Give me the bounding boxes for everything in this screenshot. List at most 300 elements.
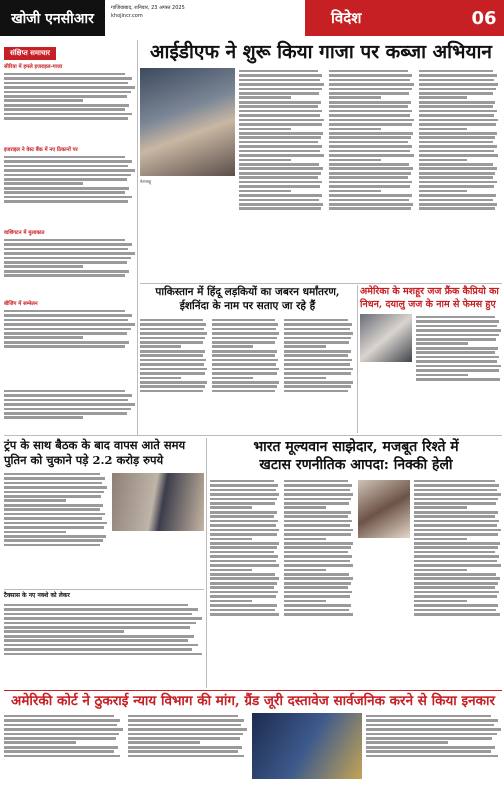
text-line bbox=[140, 372, 205, 375]
usa-judge-headline: अमेरिका के मशहूर जज फ्रैंक कैप्रियो का निधन, दयालु जज के नाम से फेमस हुए bbox=[360, 286, 499, 310]
text-line bbox=[366, 724, 494, 727]
usa-judge-text bbox=[416, 314, 502, 414]
column-divider bbox=[137, 40, 138, 435]
text-line bbox=[210, 573, 275, 576]
text-line bbox=[212, 319, 275, 322]
text-line bbox=[239, 185, 320, 188]
text-line bbox=[329, 207, 411, 210]
text-line bbox=[4, 319, 128, 322]
text-line bbox=[284, 591, 352, 594]
text-line bbox=[239, 123, 322, 126]
text-line bbox=[414, 484, 499, 487]
text-line bbox=[366, 750, 491, 753]
brief-body bbox=[4, 71, 136, 143]
text-line bbox=[366, 715, 491, 718]
text-line bbox=[4, 174, 131, 177]
text-line bbox=[212, 328, 276, 331]
text-line bbox=[329, 154, 414, 157]
text-line bbox=[419, 79, 494, 82]
text-line bbox=[4, 477, 105, 480]
text-line bbox=[416, 356, 499, 359]
text-line bbox=[4, 200, 128, 203]
text-line bbox=[4, 270, 129, 273]
text-line bbox=[284, 341, 349, 344]
trump-putin-headline: ट्रंप के साथ बैठक के बाद वापस आते समय पुतिन को चुकाने पड़े 2.2 करोड़ रुपये bbox=[4, 438, 186, 467]
lead-body bbox=[140, 68, 502, 273]
sidebar-briefs bbox=[4, 40, 136, 385]
text-line bbox=[366, 728, 501, 731]
text-line bbox=[239, 207, 321, 210]
text-line bbox=[419, 154, 498, 157]
text-line bbox=[4, 539, 103, 542]
text-line bbox=[212, 323, 278, 326]
text-line bbox=[239, 141, 318, 144]
text-line bbox=[284, 595, 350, 598]
text-line bbox=[284, 600, 326, 603]
court-text-col bbox=[366, 713, 502, 779]
text-line bbox=[419, 194, 496, 197]
text-line bbox=[419, 70, 493, 73]
text-line bbox=[210, 502, 275, 505]
text-line bbox=[284, 538, 326, 541]
text-line bbox=[239, 181, 322, 184]
text-line bbox=[419, 114, 494, 117]
text-line bbox=[128, 750, 238, 753]
text-line bbox=[284, 533, 351, 536]
text-line bbox=[284, 546, 351, 549]
text-line bbox=[210, 555, 278, 558]
text-line bbox=[414, 524, 497, 527]
text-line bbox=[239, 79, 320, 82]
text-line bbox=[284, 489, 350, 492]
row-divider bbox=[4, 589, 204, 590]
haley-photo bbox=[358, 480, 410, 538]
trump-putin-text bbox=[4, 471, 108, 583]
text-line bbox=[128, 755, 244, 758]
text-line bbox=[329, 119, 414, 122]
text-line bbox=[4, 328, 131, 331]
text-line bbox=[419, 119, 498, 122]
text-line bbox=[239, 96, 291, 99]
text-line bbox=[210, 595, 276, 598]
text-line bbox=[4, 613, 192, 616]
brief-body bbox=[4, 237, 136, 297]
section-title: विदेश bbox=[305, 0, 464, 36]
text-line bbox=[414, 569, 467, 572]
text-line bbox=[210, 604, 277, 607]
text-line bbox=[140, 385, 205, 388]
text-line bbox=[284, 350, 351, 353]
text-line bbox=[284, 372, 351, 375]
text-line bbox=[419, 110, 497, 113]
row-divider bbox=[4, 435, 502, 436]
text-line bbox=[284, 520, 352, 523]
text-line bbox=[239, 114, 320, 117]
text-line bbox=[128, 719, 244, 722]
text-line bbox=[239, 88, 322, 91]
text-line bbox=[212, 363, 276, 366]
text-line bbox=[414, 498, 498, 501]
text-line bbox=[212, 359, 278, 362]
text-line bbox=[366, 733, 497, 736]
text-line bbox=[239, 74, 322, 77]
court-headline: अमेरिकी कोर्ट ने ठुकराई न्याय विभाग की मांग, ग्रैंड जूरी दस्तावेज सार्वजनिक करने से किया इनकार bbox=[11, 693, 495, 709]
text-line bbox=[4, 495, 101, 498]
text-line bbox=[284, 319, 348, 322]
text-line bbox=[4, 608, 198, 611]
text-line bbox=[416, 342, 468, 345]
text-line bbox=[419, 88, 496, 91]
text-line bbox=[4, 482, 102, 485]
text-line bbox=[212, 354, 275, 357]
text-line bbox=[4, 91, 131, 94]
text-line bbox=[4, 399, 128, 402]
text-line bbox=[329, 159, 381, 162]
text-line bbox=[284, 560, 350, 563]
text-line bbox=[416, 325, 497, 328]
text-line bbox=[329, 88, 412, 91]
text-line bbox=[416, 347, 498, 350]
text-line bbox=[239, 163, 319, 166]
text-line bbox=[284, 582, 351, 585]
brief-headline: इजराइल ने वेस्ट बैंक में नए ठिकानों पर bbox=[4, 147, 78, 153]
lead-photo-caption: नेतन्याहू bbox=[140, 179, 152, 184]
text-line bbox=[210, 529, 279, 532]
texas-text bbox=[4, 602, 204, 682]
text-line bbox=[212, 345, 253, 348]
text-line bbox=[239, 159, 291, 162]
text-line bbox=[4, 394, 132, 397]
lead-photo bbox=[140, 68, 235, 184]
text-line bbox=[284, 542, 353, 545]
text-line bbox=[4, 95, 127, 98]
text-line bbox=[4, 491, 104, 494]
text-line bbox=[329, 181, 412, 184]
text-line bbox=[4, 622, 196, 625]
court-photo bbox=[252, 713, 362, 779]
text-line bbox=[4, 274, 125, 277]
text-line bbox=[210, 546, 277, 549]
brief-headline: वाशिंगटन में मुलाकात bbox=[4, 230, 45, 236]
text-line bbox=[239, 136, 321, 139]
text-line bbox=[414, 600, 467, 603]
text-line bbox=[284, 609, 349, 612]
text-line bbox=[4, 653, 202, 656]
text-line bbox=[239, 128, 291, 131]
text-line bbox=[419, 136, 495, 139]
text-line bbox=[284, 359, 352, 362]
text-line bbox=[419, 145, 497, 148]
text-line bbox=[416, 320, 499, 323]
lead-text-col bbox=[329, 68, 415, 273]
text-line bbox=[366, 719, 498, 722]
text-line bbox=[284, 345, 326, 348]
text-line bbox=[284, 515, 348, 518]
text-line bbox=[210, 484, 278, 487]
text-line bbox=[414, 577, 500, 580]
text-line bbox=[284, 390, 348, 393]
text-line bbox=[212, 372, 277, 375]
text-line bbox=[284, 529, 353, 532]
text-line bbox=[284, 551, 348, 554]
text-line bbox=[329, 105, 408, 108]
text-line bbox=[4, 644, 198, 647]
text-line bbox=[239, 105, 318, 108]
text-line bbox=[212, 341, 275, 344]
text-line bbox=[414, 551, 495, 554]
text-line bbox=[419, 83, 498, 86]
text-line bbox=[414, 506, 467, 509]
text-line bbox=[140, 354, 203, 357]
text-line bbox=[329, 163, 409, 166]
text-line bbox=[416, 360, 497, 363]
india-us-subhead: खटास रणनीतिक आपदा: निक्की हेली bbox=[259, 457, 453, 473]
text-line bbox=[284, 586, 348, 589]
text-line bbox=[140, 390, 203, 393]
text-line bbox=[414, 511, 498, 514]
sidebar-title: संक्षिप्त समाचार bbox=[4, 47, 56, 60]
text-line bbox=[4, 504, 103, 507]
text-line bbox=[329, 136, 411, 139]
text-line bbox=[329, 203, 413, 206]
text-line bbox=[128, 737, 240, 740]
text-line bbox=[210, 533, 277, 536]
text-line bbox=[128, 741, 200, 744]
text-line bbox=[329, 79, 410, 82]
text-line bbox=[128, 724, 241, 727]
text-line bbox=[366, 741, 448, 744]
text-line bbox=[414, 595, 497, 598]
text-line bbox=[128, 715, 238, 718]
text-line bbox=[210, 520, 278, 523]
text-line bbox=[284, 506, 326, 509]
texas-headline: टैक्सास के नए नक्शे को लेकर bbox=[4, 592, 70, 599]
text-line bbox=[329, 194, 412, 197]
text-line bbox=[4, 86, 135, 89]
text-line bbox=[414, 564, 501, 567]
text-line bbox=[239, 194, 322, 197]
text-line bbox=[414, 542, 500, 545]
text-line bbox=[414, 560, 497, 563]
text-line bbox=[4, 336, 83, 339]
text-line bbox=[419, 176, 493, 179]
text-line bbox=[419, 150, 494, 153]
text-line bbox=[329, 83, 414, 86]
text-line bbox=[419, 132, 497, 135]
row-divider bbox=[140, 283, 502, 284]
text-line bbox=[239, 83, 324, 86]
text-line bbox=[284, 377, 326, 380]
text-line bbox=[416, 369, 499, 372]
text-line bbox=[212, 368, 279, 371]
text-line bbox=[4, 741, 76, 744]
text-line bbox=[414, 604, 498, 607]
text-line bbox=[212, 350, 277, 353]
pakistan-headline: पाकिस्तान में हिंदू लड़कियों का जबरन धर्मांतरण, ईशनिंदा के नाम पर सताए जा रहे हैं bbox=[155, 286, 340, 312]
brief-body bbox=[4, 388, 136, 433]
text-line bbox=[212, 332, 279, 335]
column-divider bbox=[357, 285, 358, 433]
text-line bbox=[4, 715, 114, 718]
text-line bbox=[210, 511, 277, 514]
text-line bbox=[329, 74, 412, 77]
text-line bbox=[284, 564, 353, 567]
court-body bbox=[4, 713, 502, 779]
text-line bbox=[4, 746, 118, 749]
text-line bbox=[239, 172, 321, 175]
text-line bbox=[4, 178, 127, 181]
text-line bbox=[416, 378, 500, 381]
text-line bbox=[140, 363, 204, 366]
text-line bbox=[140, 350, 205, 353]
india-us-headline: भारत मूल्यवान साझेदार, मजबूत रिश्ते में bbox=[253, 439, 459, 455]
text-line bbox=[4, 182, 83, 185]
text-line bbox=[4, 473, 100, 476]
text-line bbox=[140, 381, 207, 384]
court-text-col bbox=[4, 713, 124, 779]
text-line bbox=[4, 750, 114, 753]
text-line bbox=[419, 101, 495, 104]
text-line bbox=[239, 145, 322, 148]
text-line bbox=[4, 265, 83, 268]
india-us-text-col bbox=[210, 478, 280, 678]
text-line bbox=[329, 199, 409, 202]
header-date: गाजियाबाद, शनिवार, 23 अगस्त 2025 bbox=[111, 5, 185, 11]
text-line bbox=[239, 154, 324, 157]
trump-putin-story bbox=[4, 438, 204, 588]
text-line bbox=[4, 513, 105, 516]
text-line bbox=[4, 499, 66, 502]
text-line bbox=[329, 114, 410, 117]
text-line bbox=[4, 626, 190, 629]
text-line bbox=[284, 381, 353, 384]
text-line bbox=[210, 586, 274, 589]
text-line bbox=[419, 167, 497, 170]
text-line bbox=[4, 728, 123, 731]
text-line bbox=[4, 99, 83, 102]
text-line bbox=[414, 582, 498, 585]
text-line bbox=[416, 334, 499, 337]
text-line bbox=[4, 160, 132, 163]
text-line bbox=[419, 141, 493, 144]
text-line bbox=[329, 110, 412, 113]
text-line bbox=[419, 159, 467, 162]
text-line bbox=[4, 104, 129, 107]
text-line bbox=[329, 190, 381, 193]
text-line bbox=[329, 96, 381, 99]
india-us-text-col bbox=[284, 478, 354, 678]
text-line bbox=[329, 92, 409, 95]
text-line bbox=[4, 733, 119, 736]
text-line bbox=[284, 332, 353, 335]
texas-story bbox=[4, 592, 204, 687]
text-line bbox=[4, 544, 100, 547]
text-line bbox=[329, 150, 410, 153]
text-line bbox=[210, 489, 276, 492]
text-line bbox=[210, 582, 277, 585]
brief-item bbox=[4, 147, 136, 226]
text-line bbox=[210, 569, 252, 572]
sidebar-lower-brief bbox=[4, 388, 136, 435]
text-line bbox=[329, 128, 381, 131]
pakistan-story bbox=[140, 285, 355, 433]
text-line bbox=[284, 368, 353, 371]
text-line bbox=[4, 408, 131, 411]
text-line bbox=[329, 70, 408, 73]
brief-headline: बीजिंग में सम्मेलन bbox=[4, 301, 38, 307]
text-line bbox=[239, 101, 321, 104]
text-line bbox=[210, 600, 252, 603]
text-line bbox=[239, 199, 319, 202]
text-line bbox=[284, 337, 351, 340]
brief-body bbox=[4, 154, 136, 226]
text-line bbox=[4, 243, 132, 246]
header-site: khojincr.com bbox=[111, 13, 143, 19]
text-line bbox=[4, 486, 107, 489]
text-line bbox=[4, 332, 127, 335]
text-line bbox=[4, 248, 128, 251]
text-line bbox=[414, 573, 496, 576]
brief-headline: सीरिया में हमले इजराइल-गाजा bbox=[4, 64, 63, 70]
text-line bbox=[212, 385, 277, 388]
text-line bbox=[239, 132, 323, 135]
text-line bbox=[4, 390, 125, 393]
text-line bbox=[128, 728, 247, 731]
text-line bbox=[414, 529, 501, 532]
text-line bbox=[419, 181, 497, 184]
lead-text-col bbox=[239, 68, 325, 273]
text-line bbox=[414, 515, 495, 518]
header-meta bbox=[105, 0, 305, 36]
text-line bbox=[4, 261, 127, 264]
text-line bbox=[210, 493, 279, 496]
text-line bbox=[284, 354, 348, 357]
text-line bbox=[4, 77, 132, 80]
text-line bbox=[416, 338, 496, 341]
text-line bbox=[419, 190, 467, 193]
text-line bbox=[414, 591, 499, 594]
text-line bbox=[4, 341, 129, 344]
text-line bbox=[4, 535, 106, 538]
text-line bbox=[284, 569, 326, 572]
text-line bbox=[210, 577, 279, 580]
lead-headline: आईडीएफ ने शुरू किया गाजा पर कब्जा अभियान bbox=[150, 41, 492, 63]
india-us-story bbox=[210, 438, 502, 686]
text-line bbox=[128, 746, 242, 749]
text-line bbox=[4, 648, 192, 651]
text-line bbox=[4, 73, 125, 76]
court-text-col bbox=[128, 713, 248, 779]
text-line bbox=[239, 167, 323, 170]
text-line bbox=[419, 185, 494, 188]
text-line bbox=[284, 613, 353, 616]
text-line bbox=[284, 328, 350, 331]
brief-body bbox=[4, 308, 136, 368]
text-line bbox=[4, 508, 100, 511]
text-line bbox=[4, 719, 120, 722]
text-line bbox=[210, 538, 252, 541]
text-line bbox=[4, 617, 202, 620]
text-line bbox=[140, 319, 203, 322]
usa-judge-story bbox=[360, 285, 502, 433]
text-line bbox=[4, 345, 125, 348]
text-line bbox=[284, 493, 353, 496]
text-line bbox=[416, 374, 468, 377]
column-divider bbox=[206, 438, 207, 688]
text-line bbox=[4, 724, 117, 727]
text-line bbox=[329, 141, 408, 144]
text-line bbox=[4, 323, 135, 326]
